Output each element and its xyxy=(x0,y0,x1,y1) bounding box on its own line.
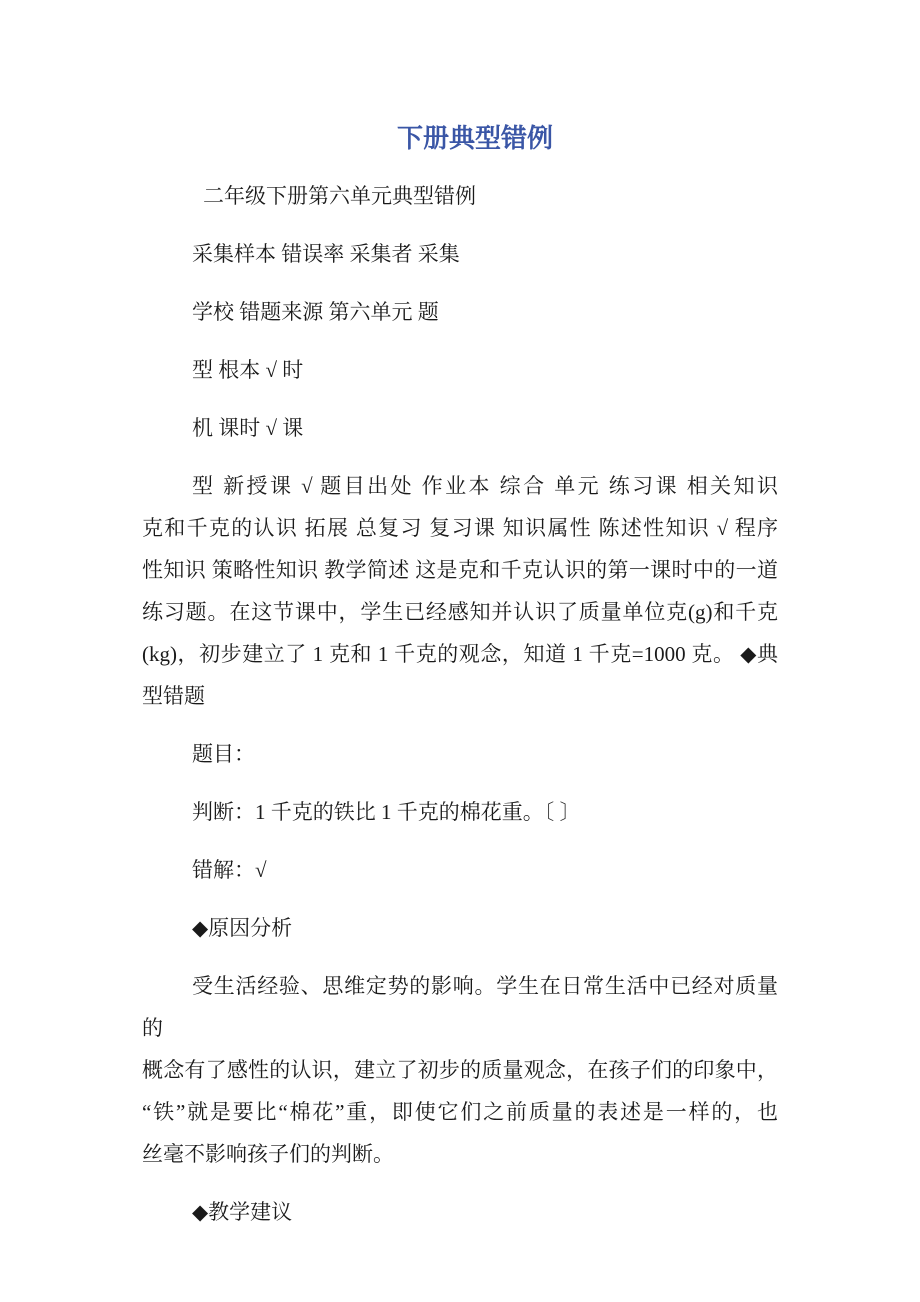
text-line: (kg)，初步建立了 1 克和 1 千克的观念，知道 1 千克=1000 克。 ◆典 xyxy=(142,642,778,666)
text-line: 型 根本 √ 时 xyxy=(192,358,304,382)
text-line: ◆教学建议 xyxy=(192,1200,293,1224)
paragraph-cause-analysis xyxy=(142,965,778,1175)
text-line: 机 课时 √ 课 xyxy=(192,416,304,440)
text-line: 型 新授课 √ 题目出处 作业本 综合 单元 练习课 相关知识 xyxy=(192,474,778,498)
paragraph-timing-field xyxy=(142,407,778,449)
text-line: 错解：√ xyxy=(192,858,267,882)
text-line: 概念有了感性的认识，建立了初步的质量观念，在孩子们的印象中， xyxy=(142,1058,778,1082)
text-line: 性知识 策略性知识 教学简述 这是克和千克认识的第一课时中的一道 xyxy=(142,558,778,582)
text-line: 型错题 xyxy=(142,684,205,708)
paragraph-wrong-answer xyxy=(142,849,778,891)
paragraph-sample-fields xyxy=(142,233,778,275)
text-line: ◆原因分析 xyxy=(192,916,293,940)
paragraph-judgment-question xyxy=(142,791,778,833)
paragraph-lesson-summary xyxy=(142,465,778,717)
paragraph-cause-heading xyxy=(142,907,778,949)
text-line: 克和千克的认识 拓展 总复习 复习课 知识属性 陈述性知识 √ 程序 xyxy=(142,516,778,540)
paragraph-teaching-suggestion-heading xyxy=(142,1191,778,1233)
paragraph-type-field xyxy=(142,349,778,391)
text-line: 学校 错题来源 第六单元 题 xyxy=(192,300,439,324)
document-title: 下册典型错例 xyxy=(396,123,553,153)
text-line: 丝毫不影响孩子们的判断。 xyxy=(142,1142,394,1166)
paragraph-question-label xyxy=(142,733,778,775)
text-line: 采集样本 错误率 采集者 采集 xyxy=(192,242,460,266)
text-line: 判断：1 千克的铁比 1 千克的棉花重。〔 〕 xyxy=(192,800,581,824)
text-line: 练习题。在这节课中，学生已经感知并认识了质量单位克(g)和千克 xyxy=(142,600,778,624)
text-line: 题目： xyxy=(192,742,255,766)
text-line: “铁”就是要比“棉花”重，即使它们之前质量的表述是一样的，也 xyxy=(142,1100,778,1124)
paragraph-school-fields xyxy=(142,291,778,333)
paragraph-grade-subtitle xyxy=(142,175,778,217)
text-line: 二年级下册第六单元典型错例 xyxy=(203,184,476,208)
text-line: 受生活经验、思维定势的影响。学生在日常生活中已经对质量的 xyxy=(142,974,778,1040)
